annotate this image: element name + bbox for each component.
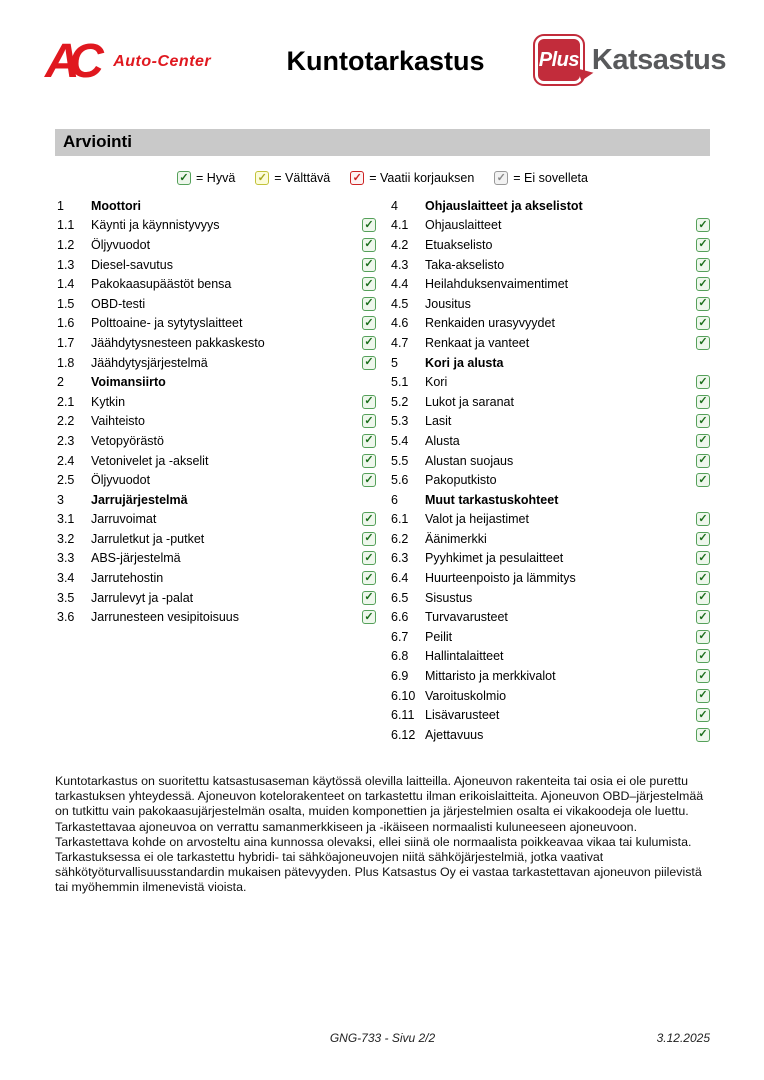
inspection-item-row (391, 705, 710, 725)
inspection-item-row (57, 392, 376, 412)
inspection-item-row (57, 470, 376, 490)
item-number: 3 (57, 492, 64, 507)
item-number: 1.8 (57, 355, 75, 370)
status-checkbox-good-icon: ✓ (696, 649, 710, 663)
item-label: Jarrunesteen vesipitoisuus (91, 610, 239, 625)
item-label: Hallintalaitteet (425, 649, 504, 664)
item-number: 6.11 (391, 708, 415, 723)
status-checkbox-good-icon: ✓ (696, 551, 710, 565)
status-checkbox-good-icon: ✓ (696, 610, 710, 624)
inspection-item-row (391, 470, 710, 490)
katsastus-wordmark: Katsastus (591, 43, 726, 76)
status-checkbox-good-icon: ✓ (696, 454, 710, 468)
status-checkbox-good-icon: ✓ (362, 336, 376, 350)
report-header (45, 34, 726, 94)
item-number: 6.9 (391, 669, 409, 684)
status-checkbox-good-icon: ✓ (696, 669, 710, 683)
item-label: Vaihteisto (91, 414, 145, 429)
item-number: 4.3 (391, 257, 409, 272)
inspection-item-row (57, 588, 376, 608)
auto-center-monogram-icon: AC (45, 35, 94, 88)
item-number: 1.4 (57, 277, 75, 292)
item-label: Jarrulevyt ja -palat (91, 590, 194, 605)
item-label: Kori (425, 375, 448, 390)
status-checkbox-good-icon: ✓ (696, 395, 710, 409)
item-label: Jousitus (425, 296, 471, 311)
inspection-item-row (57, 451, 376, 471)
item-label: Käynti ja käynnistyvyys (91, 218, 220, 233)
item-number: 6.2 (391, 531, 409, 546)
item-number: 2.4 (57, 453, 75, 468)
item-label: Valot ja heijastimet (425, 512, 529, 527)
status-checkbox-good-icon: ✓ (362, 551, 376, 565)
status-checkbox-good-icon: ✓ (362, 512, 376, 526)
item-number: 4.5 (391, 296, 409, 311)
item-label: ABS-järjestelmä (91, 551, 181, 566)
item-number: 6.7 (391, 629, 409, 644)
item-number: 6.3 (391, 551, 409, 566)
checkbox-na-icon: ✓ (494, 171, 508, 185)
item-label: Turvavarusteet (425, 610, 508, 625)
status-checkbox-good-icon: ✓ (696, 532, 710, 546)
item-number: 1.6 (57, 316, 75, 331)
legend-item-good (177, 171, 235, 185)
inspection-item-row (57, 274, 376, 294)
item-number: 1.3 (57, 257, 75, 272)
inspection-item-row (391, 333, 710, 353)
item-number: 1.7 (57, 335, 75, 350)
item-number: 1.2 (57, 237, 75, 252)
item-number: 6.10 (391, 688, 416, 703)
status-checkbox-good-icon: ✓ (362, 434, 376, 448)
status-checkbox-good-icon: ✓ (362, 395, 376, 409)
section-title: Arviointi (63, 132, 132, 151)
legend-label: = Ei sovelleta (513, 171, 588, 185)
item-number: 5.3 (391, 414, 409, 429)
item-number: 5.5 (391, 453, 409, 468)
legend-item-fair (255, 171, 330, 185)
status-checkbox-good-icon: ✓ (696, 591, 710, 605)
item-number: 3.4 (57, 571, 75, 586)
item-label: Jarrujärjestelmä (91, 492, 188, 507)
item-label: Jarrutehostin (91, 571, 164, 586)
status-checkbox-good-icon: ✓ (696, 316, 710, 330)
section-header-row (57, 196, 376, 216)
item-number: 2 (57, 375, 64, 390)
item-number: 6.12 (391, 727, 416, 742)
inspection-item-row (391, 588, 710, 608)
plus-badge-text: Plus (538, 48, 579, 71)
inspection-item-row (391, 725, 710, 745)
status-checkbox-good-icon: ✓ (696, 277, 710, 291)
item-label: Jarruvoimat (91, 512, 157, 527)
rating-legend (55, 171, 710, 185)
item-label: Ajettavuus (425, 727, 484, 742)
item-number: 2.1 (57, 394, 75, 409)
status-checkbox-good-icon: ✓ (362, 473, 376, 487)
legend-label: = Välttävä (274, 171, 331, 185)
inspection-item-row (391, 216, 710, 236)
item-number: 4.1 (391, 218, 409, 233)
inspection-item-row (57, 353, 376, 373)
item-label: OBD-testi (91, 296, 146, 311)
item-number: 6.8 (391, 649, 409, 664)
inspection-item-row (391, 314, 710, 334)
status-checkbox-good-icon: ✓ (696, 297, 710, 311)
section-header-row (57, 372, 376, 392)
item-label: Heilahduksenvaimentimet (425, 277, 569, 292)
item-label: Huurteenpoisto ja lämmitys (425, 571, 576, 586)
status-checkbox-good-icon: ✓ (696, 708, 710, 722)
inspection-item-row (391, 568, 710, 588)
checkbox-good-icon: ✓ (177, 171, 191, 185)
item-number: 3.3 (57, 551, 75, 566)
item-number: 4 (391, 198, 398, 213)
item-label: Vetopyörästö (91, 433, 164, 448)
status-checkbox-good-icon: ✓ (696, 336, 710, 350)
section-header-row (391, 196, 710, 216)
item-label: Ohjauslaitteet ja akselistot (425, 198, 583, 213)
item-number: 6.4 (391, 571, 409, 586)
page-title: Kuntotarkastus (286, 46, 485, 76)
section-header-row (391, 353, 710, 373)
inspection-item-row (57, 333, 376, 353)
item-label: Pyyhkimet ja pesulaitteet (425, 551, 564, 566)
item-number: 3.6 (57, 610, 75, 625)
item-number: 1 (57, 198, 64, 213)
inspection-item-row (57, 412, 376, 432)
status-checkbox-good-icon: ✓ (362, 454, 376, 468)
item-label: Pakoputkisto (425, 473, 497, 488)
status-checkbox-good-icon: ✓ (362, 591, 376, 605)
item-number: 5.6 (391, 473, 409, 488)
inspection-item-row (57, 529, 376, 549)
status-checkbox-good-icon: ✓ (696, 375, 710, 389)
inspection-item-row (391, 431, 710, 451)
item-label: Renkaiden urasyvyydet (425, 316, 555, 331)
status-checkbox-good-icon: ✓ (696, 258, 710, 272)
item-label: Peilit (425, 629, 453, 644)
inspection-item-row (57, 510, 376, 530)
status-checkbox-good-icon: ✓ (362, 297, 376, 311)
item-label: Jarruletkut ja -putket (91, 531, 205, 546)
status-checkbox-good-icon: ✓ (362, 316, 376, 330)
status-checkbox-good-icon: ✓ (696, 473, 710, 487)
inspection-item-row (391, 235, 710, 255)
item-label: Kori ja alusta (425, 355, 504, 370)
status-checkbox-good-icon: ✓ (362, 356, 376, 370)
status-checkbox-good-icon: ✓ (362, 571, 376, 585)
status-checkbox-good-icon: ✓ (362, 258, 376, 272)
inspection-item-row (391, 451, 710, 471)
item-number: 6 (391, 492, 398, 507)
inspection-item-row (391, 255, 710, 275)
item-label: Moottori (91, 198, 141, 213)
item-label: Lukot ja saranat (425, 394, 514, 409)
section-header-row (391, 490, 710, 510)
item-label: Voimansiirto (91, 375, 166, 390)
item-label: Äänimerkki (425, 531, 487, 546)
inspection-item-row (391, 529, 710, 549)
inspection-item-row (391, 412, 710, 432)
section-header-arviointi (55, 129, 710, 156)
inspection-columns (57, 196, 710, 745)
item-number: 6.1 (391, 512, 409, 527)
item-label: Varoituskolmio (425, 688, 507, 703)
page-footer (55, 1031, 710, 1047)
item-label: Polttoaine- ja sytytyslaitteet (91, 316, 243, 331)
item-number: 5.1 (391, 375, 409, 390)
checkbox-fair-icon: ✓ (255, 171, 269, 185)
item-number: 2.2 (57, 414, 75, 429)
status-checkbox-good-icon: ✓ (696, 512, 710, 526)
status-checkbox-good-icon: ✓ (696, 571, 710, 585)
inspection-item-row (57, 431, 376, 451)
legend-label: = Hyvä (196, 171, 236, 185)
inspection-item-row (57, 235, 376, 255)
item-label: Alusta (425, 433, 460, 448)
item-label: Sisustus (425, 590, 473, 605)
item-label: Mittaristo ja merkkivalot (425, 669, 556, 684)
inspection-item-row (391, 686, 710, 706)
auto-center-wordmark: Auto-Center (113, 53, 212, 70)
inspection-column-left (57, 196, 376, 745)
item-label: Kytkin (91, 394, 126, 409)
status-checkbox-good-icon: ✓ (696, 630, 710, 644)
status-checkbox-good-icon: ✓ (362, 277, 376, 291)
item-number: 5.2 (391, 394, 409, 409)
status-checkbox-good-icon: ✓ (696, 238, 710, 252)
inspection-item-row (391, 647, 710, 667)
item-label: Öljyvuodot (91, 237, 151, 252)
inspection-item-row (57, 568, 376, 588)
item-label: Lasit (425, 414, 452, 429)
item-number: 4.7 (391, 335, 409, 350)
inspection-item-row (57, 314, 376, 334)
legend-item-na (494, 171, 588, 185)
status-checkbox-good-icon: ✓ (362, 414, 376, 428)
item-number: 4.4 (391, 277, 409, 292)
inspection-item-row (391, 372, 710, 392)
item-number: 2.3 (57, 433, 75, 448)
item-label: Renkaat ja vanteet (425, 335, 530, 350)
item-label: Ohjauslaitteet (425, 218, 502, 233)
inspection-item-row (57, 255, 376, 275)
inspection-item-row (391, 627, 710, 647)
status-checkbox-good-icon: ✓ (696, 689, 710, 703)
status-checkbox-good-icon: ✓ (696, 434, 710, 448)
legend-item-repair (350, 171, 474, 185)
footer-page-info: GNG-733 - Sivu 2/2 (329, 1031, 436, 1045)
status-checkbox-good-icon: ✓ (362, 218, 376, 232)
item-label: Jäähdytysjärjestelmä (91, 355, 208, 370)
item-number: 2.5 (57, 473, 75, 488)
item-number: 3.5 (57, 590, 75, 605)
item-label: Lisävarusteet (425, 708, 500, 723)
checkbox-repair-icon: ✓ (350, 171, 364, 185)
inspection-item-row (391, 510, 710, 530)
section-header-row (57, 490, 376, 510)
item-number: 6.6 (391, 610, 409, 625)
item-label: Alustan suojaus (425, 453, 514, 468)
item-label: Öljyvuodot (91, 473, 151, 488)
inspection-item-row (391, 392, 710, 412)
footer-date: 3.12.2025 (656, 1031, 710, 1045)
item-number: 6.5 (391, 590, 409, 605)
disclaimer-text: Kuntotarkastus on suoritettu katsastusaseman käytössä olevilla laitteilla. Ajoneuvon rakenteita tai osia ei ole purettu tarkastuksen yhteydessä. Ajoneuvon kotelorakenteet on tarkastettu ilman erikoislaitteita. Ajoneuvon OBD–järjestelmää on tutkittu vain pakokaasujärjestelmän osalta, muiden komponettien ja järjestelmien osalta ei vikakoodeja ole luettu. Tarkastettavaa ajoneuvoa on verrattu samanmerkkiseen ja -ikäiseen normaalisti kuluneeseen ajoneuvoon. Tarkastettava kohde on arvosteltu aina kunnossa olevaksi, ellei siinä ole normaalista poikkeavaa vikaa tai kulumista. Tarkastuksessa ei ole tarkastettu hybridi- tai sähköajoneuvojen niitä sähköjärjestelmiä, jotka vaativat sähkötyöturvallisuusstandardin mukaisen pätevyyden. Plus Katsastus Oy ei vastaa tarkastettavan ajoneuvon piilevistä tai myöhemmin ilmenevistä vioista. (55, 774, 704, 895)
inspection-item-row (57, 216, 376, 236)
item-number: 1.5 (57, 296, 75, 311)
inspection-item-row (391, 666, 710, 686)
plus-badge-icon (533, 34, 585, 86)
item-label: Taka-akselisto (425, 257, 505, 272)
status-checkbox-good-icon: ✓ (696, 414, 710, 428)
status-checkbox-good-icon: ✓ (696, 218, 710, 232)
item-label: Diesel-savutus (91, 257, 173, 272)
item-number: 5.4 (391, 433, 409, 448)
item-number: 3.1 (57, 512, 75, 527)
status-checkbox-good-icon: ✓ (362, 238, 376, 252)
status-checkbox-good-icon: ✓ (362, 610, 376, 624)
inspection-item-row (57, 294, 376, 314)
inspection-item-row (391, 274, 710, 294)
inspection-item-row (391, 294, 710, 314)
item-label: Muut tarkastuskohteet (425, 492, 559, 507)
inspection-item-row (391, 607, 710, 627)
item-label: Jäähdytysnesteen pakkaskesto (91, 335, 265, 350)
item-number: 4.2 (391, 237, 409, 252)
item-label: Vetonivelet ja -akselit (91, 453, 209, 468)
item-number: 4.6 (391, 316, 409, 331)
status-checkbox-good-icon: ✓ (362, 532, 376, 546)
inspection-item-row (391, 549, 710, 569)
legend-label: = Vaatii korjauksen (369, 171, 475, 185)
status-checkbox-good-icon: ✓ (696, 728, 710, 742)
item-label: Pakokaasupäästöt bensa (91, 277, 232, 292)
inspection-column-right (391, 196, 710, 745)
inspection-item-row (57, 549, 376, 569)
item-label: Etuakselisto (425, 237, 493, 252)
item-number: 5 (391, 355, 398, 370)
plus-katsastus-logo (533, 34, 726, 86)
item-number: 3.2 (57, 531, 75, 546)
inspection-item-row (57, 607, 376, 627)
item-number: 1.1 (57, 218, 75, 233)
